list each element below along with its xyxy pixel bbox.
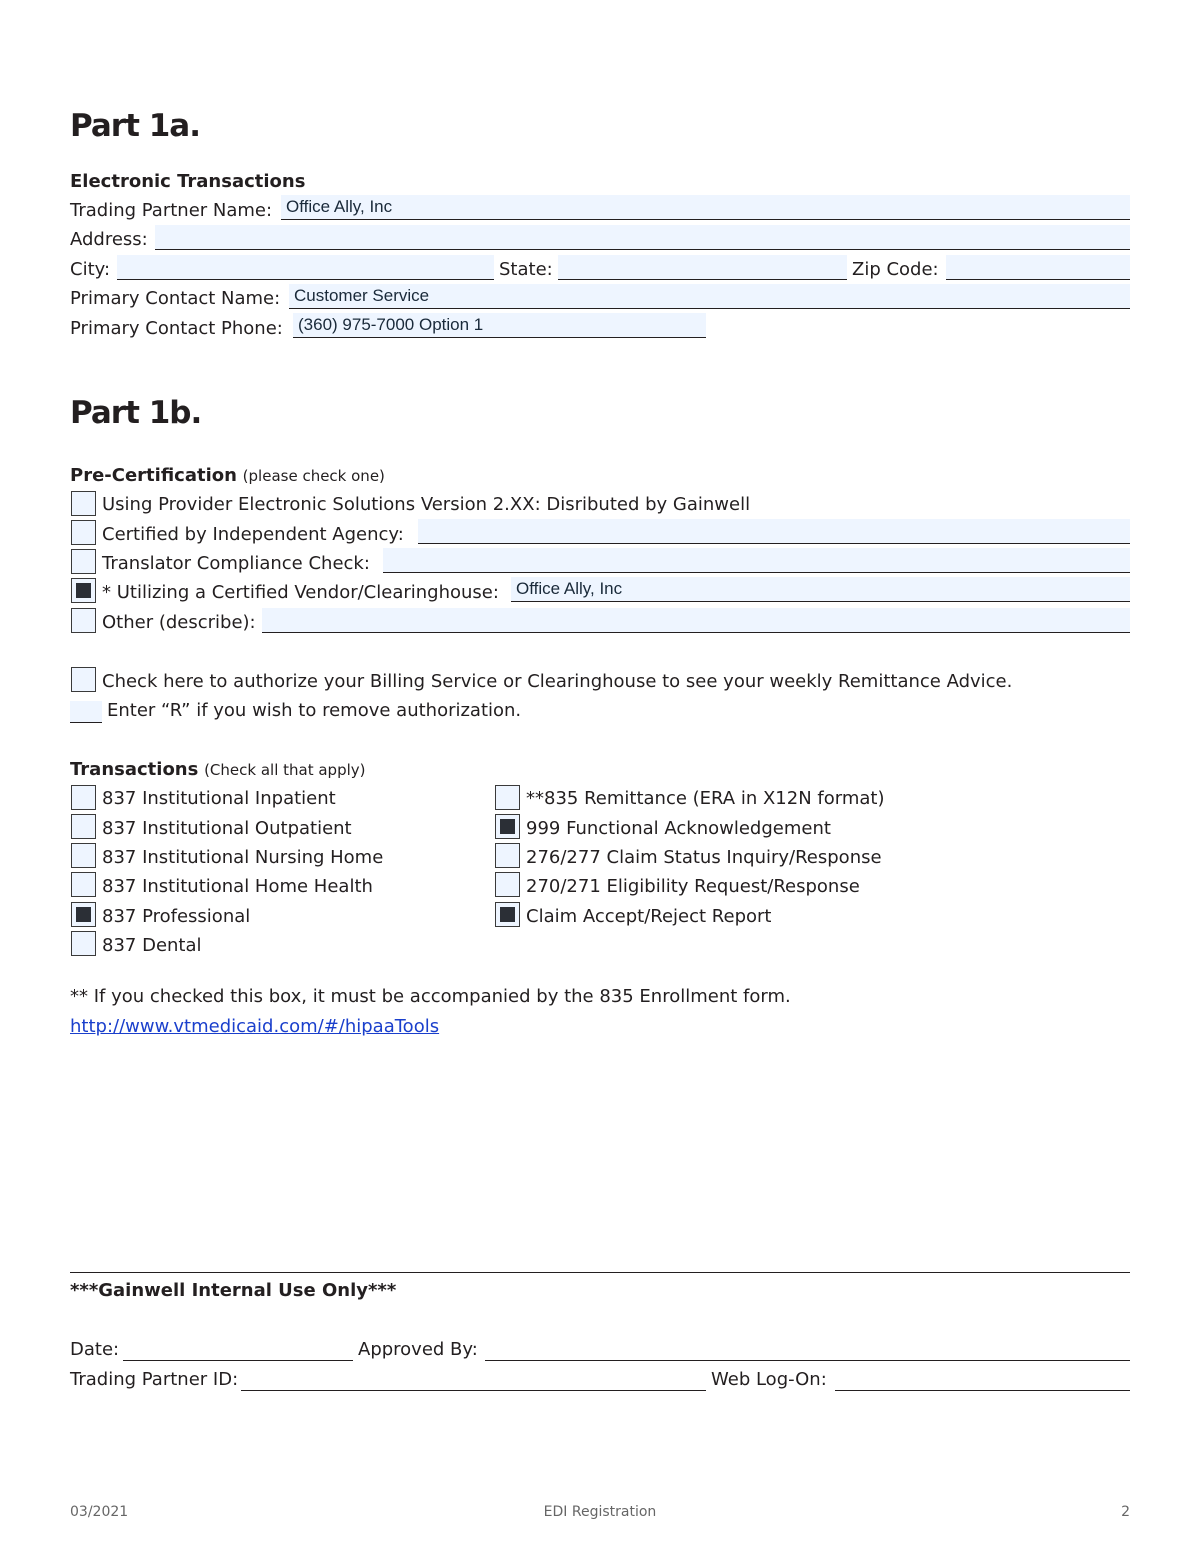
- txn-837-inpatient-checkbox[interactable]: [71, 785, 96, 810]
- part-1a-heading: Part 1a.: [70, 108, 200, 144]
- hipaa-tools-link[interactable]: http://www.vtmedicaid.com/#/hipaaTools: [70, 1016, 440, 1037]
- internal-use-title: ***Gainwell Internal Use Only***: [70, 1280, 397, 1301]
- txn-837-nursing-home-label: 837 Institutional Nursing Home: [102, 847, 384, 868]
- web-logon-label: Web Log-On:: [711, 1369, 827, 1390]
- txn-276-277-checkbox[interactable]: [495, 843, 520, 868]
- electronic-transactions-title: Electronic Transactions: [70, 171, 306, 192]
- precert-option-1-label: Using Provider Electronic Solutions Version 2.XX: Disributed by Gainwell: [102, 494, 751, 515]
- other-describe-field[interactable]: [262, 608, 1130, 633]
- txn-claim-accept-reject-checkbox[interactable]: [495, 902, 520, 927]
- precert-option-2-label: Certified by Independent Agency:: [102, 524, 404, 545]
- contact-phone-field[interactable]: (360) 975-7000 Option 1: [293, 313, 706, 338]
- footer-title: EDI Registration: [543, 1504, 657, 1520]
- remove-authorization-label: Enter “R” if you wish to remove authorization.: [107, 700, 522, 721]
- certified-vendor-field[interactable]: Office Ally, Inc: [511, 577, 1130, 602]
- precert-option-2-checkbox[interactable]: [71, 520, 96, 545]
- txn-837-nursing-home-checkbox[interactable]: [71, 843, 96, 868]
- part-1b-heading: Part 1b.: [70, 395, 202, 431]
- contact-phone-label: Primary Contact Phone:: [70, 318, 283, 339]
- txn-837-dental-label: 837 Dental: [102, 935, 202, 956]
- footer-date: 03/2021: [70, 1504, 129, 1520]
- internal-divider: [70, 1272, 1130, 1273]
- transactions-title: Transactions: [70, 759, 199, 780]
- web-logon-line[interactable]: [835, 1390, 1130, 1391]
- precert-note: (please check one): [242, 467, 385, 485]
- txn-835-remittance-label: **835 Remittance (ERA in X12N format): [526, 788, 885, 809]
- translator-compliance-field[interactable]: [383, 548, 1130, 573]
- contact-name-field[interactable]: Customer Service: [289, 284, 1130, 309]
- txn-999-ack-label: 999 Functional Acknowledgement: [526, 818, 831, 839]
- txn-837-home-health-label: 837 Institutional Home Health: [102, 876, 373, 897]
- txn-835-remittance-checkbox[interactable]: [495, 785, 520, 810]
- footer-page-number: 2: [1121, 1504, 1130, 1520]
- txn-276-277-label: 276/277 Claim Status Inquiry/Response: [526, 847, 882, 868]
- txn-270-271-label: 270/271 Eligibility Request/Response: [526, 876, 860, 897]
- precert-title: Pre-Certification: [70, 465, 237, 486]
- precert-option-4-label: * Utilizing a Certified Vendor/Clearinghouse:: [102, 582, 499, 603]
- txn-claim-accept-reject-label: Claim Accept/Reject Report: [526, 906, 772, 927]
- address-label: Address:: [70, 229, 148, 250]
- footnote-835: ** If you checked this box, it must be accompanied by the 835 Enrollment form.: [70, 986, 791, 1007]
- txn-999-ack-checkbox[interactable]: [495, 814, 520, 839]
- city-field[interactable]: [117, 255, 494, 280]
- approved-by-label: Approved By:: [358, 1339, 478, 1360]
- trading-partner-id-line[interactable]: [241, 1390, 706, 1391]
- trading-partner-id-label: Trading Partner ID:: [70, 1369, 239, 1390]
- txn-837-home-health-checkbox[interactable]: [71, 872, 96, 897]
- precert-option-3-checkbox[interactable]: [71, 549, 96, 574]
- txn-837-professional-checkbox[interactable]: [71, 902, 96, 927]
- zip-field[interactable]: [946, 255, 1130, 280]
- precert-option-3-label: Translator Compliance Check:: [102, 553, 370, 574]
- zip-label: Zip Code:: [852, 259, 939, 280]
- transactions-note: (Check all that apply): [204, 761, 366, 779]
- remove-authorization-field[interactable]: [70, 701, 102, 723]
- state-field[interactable]: [558, 255, 847, 280]
- authorize-label: Check here to authorize your Billing Service or Clearinghouse to see your weekly Remittance Advice.: [102, 671, 1013, 692]
- trading-partner-label: Trading Partner Name:: [70, 200, 273, 221]
- trading-partner-field[interactable]: Office Ally, Inc: [281, 195, 1130, 220]
- date-label: Date:: [70, 1339, 120, 1360]
- txn-837-outpatient-label: 837 Institutional Outpatient: [102, 818, 352, 839]
- txn-837-professional-label: 837 Professional: [102, 906, 251, 927]
- city-label: City:: [70, 259, 111, 280]
- approved-by-line[interactable]: [485, 1360, 1130, 1361]
- authorize-checkbox[interactable]: [71, 667, 96, 692]
- precert-option-5-checkbox[interactable]: [71, 608, 96, 633]
- precert-title-row: [70, 465, 385, 487]
- precert-option-4-checkbox[interactable]: [71, 578, 96, 603]
- txn-270-271-checkbox[interactable]: [495, 872, 520, 897]
- transactions-title-row: [70, 759, 366, 781]
- txn-837-dental-checkbox[interactable]: [71, 931, 96, 956]
- precert-option-1-checkbox[interactable]: [71, 491, 96, 516]
- independent-agency-field[interactable]: [418, 519, 1130, 544]
- precert-option-5-label: Other (describe):: [102, 612, 256, 633]
- address-field[interactable]: [155, 225, 1130, 250]
- txn-837-outpatient-checkbox[interactable]: [71, 814, 96, 839]
- txn-837-inpatient-label: 837 Institutional Inpatient: [102, 788, 336, 809]
- date-line[interactable]: [123, 1360, 353, 1361]
- contact-name-label: Primary Contact Name:: [70, 288, 281, 309]
- state-label: State:: [499, 259, 553, 280]
